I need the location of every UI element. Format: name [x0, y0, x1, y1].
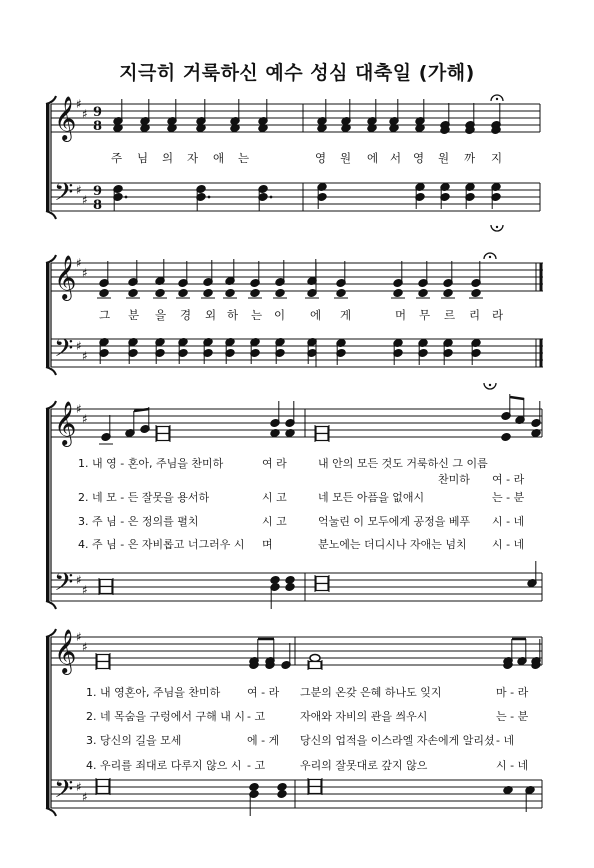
notehead — [443, 289, 453, 298]
whole-note — [310, 655, 320, 662]
refrain-syllable: 그 — [99, 308, 111, 322]
verse-mid: 여 - 라 — [247, 686, 280, 699]
verse-mid: 며 — [262, 538, 273, 551]
refrain-syllable: 영 — [413, 151, 425, 165]
time-sig-top: 9 — [93, 184, 103, 199]
bass-staff-3 — [51, 573, 542, 601]
note-dot — [208, 196, 211, 199]
refrain-syllable: 을 — [155, 308, 167, 322]
verse-mid: - 고 — [247, 710, 266, 723]
refrain-syllable: 에 — [367, 151, 379, 165]
notehead — [501, 433, 511, 442]
sharp-sign: ♯ — [76, 339, 82, 353]
verse-line-right: 억눌린 이 모두에게 공정을 베푸 — [318, 515, 471, 528]
verse-line-right: 우리의 잘못대로 갚지 않으 — [300, 759, 428, 772]
refrain-syllable: 원 — [438, 151, 450, 165]
verse-line-left: 3. 주 님 - 은 정의를 펼치 — [78, 515, 199, 528]
verse-end: 시 - 네 — [492, 515, 525, 528]
page-title: 지극히 거룩하신 예수 성심 대축일 (가해) — [119, 62, 475, 84]
bass-staff-4 — [51, 780, 542, 808]
bass-clef: 𝄢 — [54, 178, 74, 213]
refrain-syllable: 의 — [162, 151, 174, 165]
verse-end: 는 - 분 — [492, 491, 525, 504]
refrain-syllable: 이 — [274, 308, 286, 322]
refrain-syllable: 경 — [180, 308, 192, 322]
refrain-syllable: 라 — [492, 308, 504, 322]
verse-line-right: 자애와 자비의 관을 씌우시 — [300, 710, 428, 723]
verse-end: 시 - 네 — [496, 759, 529, 772]
breve-note — [316, 577, 328, 584]
refrain-syllable: 리 — [469, 308, 481, 322]
refrain-syllable: 는 — [251, 308, 263, 322]
verse-end: 여 - 라 — [492, 473, 525, 486]
refrain-syllable: 분 — [128, 308, 140, 322]
fermata-dot — [496, 226, 498, 228]
notehead — [225, 289, 235, 298]
sharp-sign: ♯ — [76, 780, 82, 794]
verse-line-right: 그분의 온갖 은혜 하나도 잊지 — [300, 686, 442, 699]
time-sig-bottom: 8 — [93, 198, 103, 213]
verse-line-left: 1. 내 영혼아, 주님을 찬미하 — [86, 686, 221, 699]
verse-line-left: 4. 우리를 죄대로 다루지 않으 시 — [86, 759, 242, 772]
breve-note — [157, 434, 169, 441]
verse-end: 는 - 분 — [496, 710, 529, 723]
verse-mid: - 고 — [247, 759, 266, 772]
sharp-sign: ♯ — [76, 630, 82, 644]
refrain-syllable: 머 — [395, 308, 407, 322]
refrain-syllable: 무 — [419, 308, 431, 322]
refrain-syllable: 지 — [491, 151, 503, 165]
treble-clef: 𝄞 — [54, 629, 77, 673]
breve-note — [316, 434, 328, 441]
refrain-syllable: 님 — [137, 151, 149, 165]
refrain-syllable: 는 — [238, 151, 250, 165]
refrain-syllable: 에 — [310, 308, 322, 322]
refrain-syllable: 까 — [464, 151, 476, 165]
time-sig-bottom: 8 — [93, 119, 103, 134]
refrain-syllable: 외 — [205, 308, 217, 322]
notehead — [393, 289, 403, 298]
refrain-syllable: 애 — [213, 151, 225, 165]
notehead — [285, 583, 295, 592]
notehead — [203, 289, 213, 298]
verse-mid: 여 라 — [262, 457, 287, 470]
breve-note — [100, 587, 112, 594]
system-bracket — [46, 409, 50, 601]
notehead — [250, 289, 260, 298]
refrain-syllable: 서 — [390, 151, 402, 165]
refrain-syllable: 하 — [227, 308, 239, 322]
sharp-sign: ♯ — [82, 349, 88, 363]
verse-line-right: 네 모든 아픔을 없애시 — [318, 491, 425, 504]
sharp-sign: ♯ — [82, 193, 88, 207]
sharp-sign: ♯ — [76, 183, 82, 197]
treble-clef: 𝄞 — [54, 255, 77, 299]
system-bracket — [46, 263, 50, 367]
breve-note — [316, 584, 328, 591]
verse-end-pre: 찬미하 — [438, 473, 470, 486]
bass-staff-2 — [51, 339, 543, 367]
breve-note — [97, 662, 109, 669]
sharp-sign: ♯ — [76, 97, 82, 111]
beam — [510, 397, 524, 399]
refrain-syllable: 르 — [444, 308, 456, 322]
bass-clef: 𝄢 — [54, 775, 74, 810]
refrain-syllable: 영 — [315, 151, 327, 165]
fermata-dot — [489, 256, 491, 258]
refrain-syllable: 원 — [340, 151, 352, 165]
verse-line-left: 3. 당신의 길을 모세 — [86, 734, 182, 747]
verse-line-right: 당신의 업적을 이스라엘 자손에게 알리셨 — [300, 734, 495, 747]
time-sig-top: 9 — [93, 105, 103, 120]
fermata-dot — [496, 98, 498, 100]
verse-line-left: 2. 네 모 - 든 잘못을 용서하 — [78, 491, 210, 504]
treble-staff-4 — [51, 637, 542, 665]
breve-note — [97, 655, 109, 662]
verse-mid: 시 고 — [262, 491, 287, 504]
staff-systems — [46, 96, 543, 816]
refrain-syllable: 자 — [187, 151, 199, 165]
verse-line-left: 2. 네 목숨을 구렁에서 구해 내 시 — [86, 710, 245, 723]
breve-note — [309, 787, 321, 794]
note-dot — [125, 196, 128, 199]
breve-note — [97, 787, 109, 794]
sharp-sign: ♯ — [82, 583, 88, 597]
sharp-sign: ♯ — [82, 107, 88, 121]
sharp-sign: ♯ — [82, 412, 88, 426]
notehead — [471, 289, 481, 298]
sharp-sign: ♯ — [76, 256, 82, 270]
notehead — [277, 790, 287, 799]
note-dot — [270, 196, 273, 199]
refrain-syllable: 게 — [340, 308, 352, 322]
breve-note — [100, 580, 112, 587]
refrain-syllable: 주 — [111, 151, 123, 165]
treble-clef: 𝄞 — [54, 96, 77, 140]
system-bracket — [46, 637, 50, 808]
breve-note — [97, 780, 109, 787]
verse-end: - 네 — [496, 734, 515, 747]
breve-note — [309, 662, 321, 669]
sharp-sign: ♯ — [82, 640, 88, 654]
bass-clef: 𝄢 — [54, 334, 74, 369]
sharp-sign: ♯ — [76, 573, 82, 587]
notehead — [336, 289, 346, 298]
treble-clef: 𝄞 — [54, 401, 77, 445]
sharp-sign: ♯ — [76, 402, 82, 416]
verse-end: 시 - 네 — [492, 538, 525, 551]
sharp-sign: ♯ — [82, 790, 88, 804]
notehead — [418, 289, 428, 298]
verse-line-right: 분노에는 더디시나 자애는 넘치 — [318, 538, 467, 551]
verse-line-right: 내 안의 모든 것도 거룩하신 그 이름 — [318, 457, 488, 470]
sharp-sign: ♯ — [82, 266, 88, 280]
breve-note — [316, 427, 328, 434]
verse-mid: 시 고 — [262, 515, 287, 528]
treble-staff-3 — [51, 409, 542, 437]
notehead — [99, 289, 109, 298]
breve-note — [309, 780, 321, 787]
notehead — [155, 289, 165, 298]
bass-clef: 𝄢 — [54, 568, 74, 603]
verse-end: 마 - 라 — [496, 686, 529, 699]
notehead — [178, 289, 188, 298]
notehead — [275, 289, 285, 298]
verse-line-left: 4. 주 님 - 은 자비롭고 너그러우 시 — [78, 538, 245, 551]
breve-note — [157, 427, 169, 434]
notes — [96, 95, 541, 816]
fermata-dot — [489, 384, 491, 386]
treble-staff-2 — [51, 263, 543, 291]
notehead — [128, 289, 138, 298]
verse-mid: 에 - 게 — [247, 734, 280, 747]
verse-line-left: 1. 내 영 - 혼아, 주님을 찬미하 — [78, 457, 224, 470]
system-bracket — [46, 104, 50, 211]
